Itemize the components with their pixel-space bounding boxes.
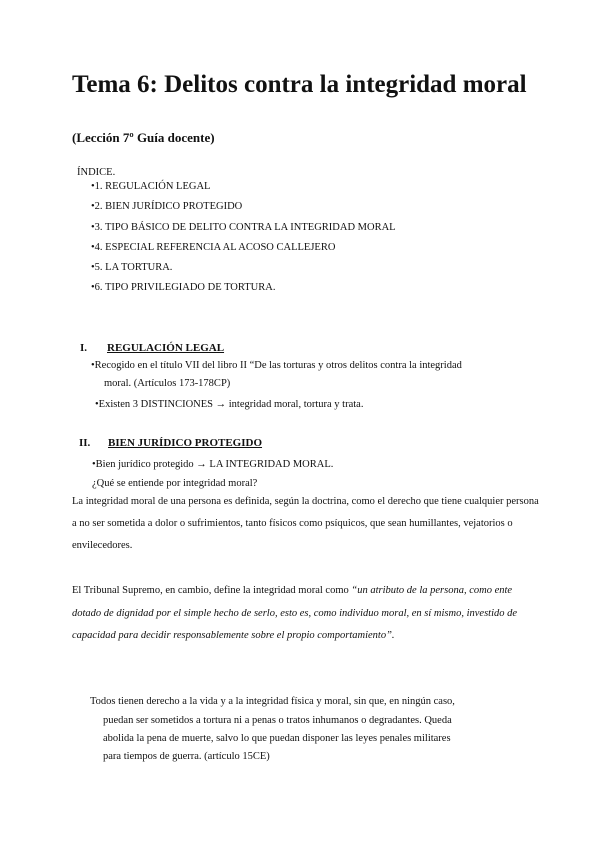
- toc-item: •5. LA TORTURA.: [91, 262, 173, 274]
- toc-item: •1. REGULACIÓN LEGAL: [91, 181, 211, 192]
- page-title: Tema 6: Delitos contra la integridad moral: [72, 71, 527, 98]
- toc-item: •2. BIEN JURÍDICO PROTEGIDO: [91, 201, 243, 213]
- section-1-bullet-1-cont: moral. (Artículos 173-178CP): [104, 378, 231, 389]
- definition-paragraph: La integridad moral de una persona es definida, según la doctrina, como el derecho que tiene cualquier persona a no ser sometida a dolor o sufrimientos, tanto físicos como psíquicos, que sean humillantes, vejatorios o envilecedores.: [72, 496, 539, 551]
- article-15-line-4: para tiempos de guerra. (artículo 15CE): [103, 751, 270, 762]
- section-2-question: ¿Qué se entiende por integridad moral?: [92, 478, 258, 489]
- section-2-number: II.: [79, 437, 91, 449]
- section-1-bullet-1: •Recogido en el título VII del libro II “De las torturas y otros delitos contra la integridad: [91, 360, 462, 371]
- toc-item: •3. TIPO BÁSICO DE DELITO CONTRA LA INTEGRIDAD MORAL: [91, 221, 396, 233]
- section-1-title: REGULACIÓN LEGAL: [107, 342, 225, 354]
- article-15-line-3: abolida la pena de muerte, salvo lo que puedan disponer las leyes penales militares: [103, 733, 451, 744]
- section-1-number: I.: [80, 342, 88, 354]
- section-2-bullet-1: •Bien jurídico protegido → LA INTEGRIDAD MORAL.: [92, 459, 334, 470]
- index-heading: ÍNDICE.: [77, 167, 116, 178]
- article-15-line-2: puedan ser sometidos a tortura ni a penas o tratos inhumanos o degradantes. Queda: [103, 715, 452, 726]
- table-of-contents: [91, 180, 396, 302]
- page-subtitle: (Lección 7º Guía docente): [72, 130, 215, 145]
- supreme-court-quote: “un atributo de la persona, como ente dotado de dignidad por el simple hecho de serlo, esto es, como individuo moral, en sí mismo, investido de capacidad para decidir responsablemente sobre el propio comportamiento”.: [72, 585, 518, 641]
- toc-item: •6. TIPO PRIVILEGIADO DE TORTURA.: [91, 282, 276, 294]
- toc-item: •4. ESPECIAL REFERENCIA AL ACOSO CALLEJERO: [91, 241, 336, 253]
- section-1-bullet-2: •Existen 3 DISTINCIONES → integridad moral, tortura y trata.: [95, 399, 364, 410]
- supreme-court-paragraph: [72, 580, 542, 648]
- supreme-court-intro: El Tribunal Supremo, en cambio, define la integridad moral como: [72, 585, 352, 596]
- article-15-line-1: Todos tienen derecho a la vida y a la integridad física y moral, sin que, en ningún caso,: [90, 696, 455, 707]
- section-2-title: BIEN JURÍDICO PROTEGIDO: [108, 437, 263, 449]
